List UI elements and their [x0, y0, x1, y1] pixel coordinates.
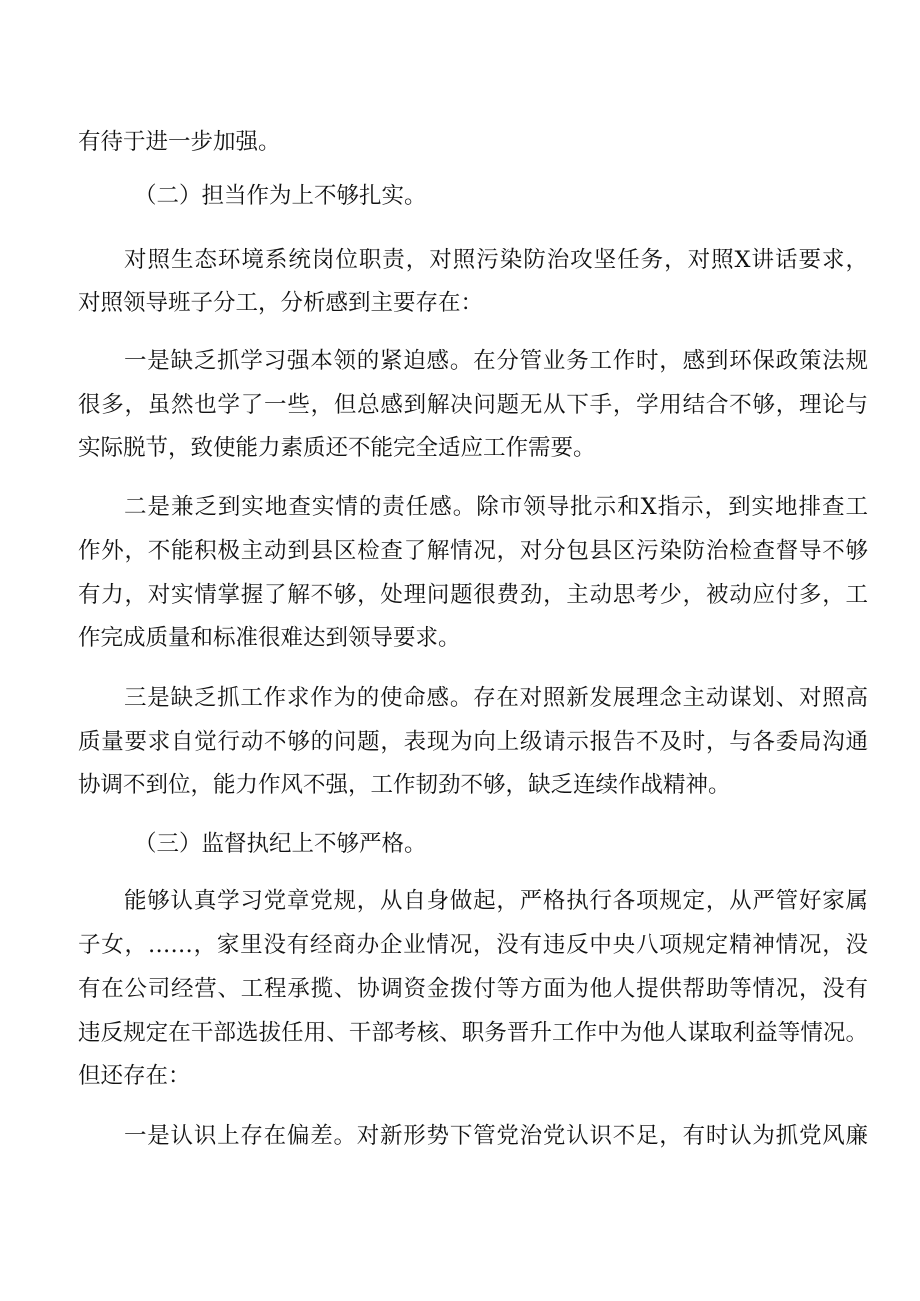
- text-line: 协调不到位，能力作风不强，工作韧劲不够，缺乏连续作战精神。: [78, 772, 731, 798]
- text-line: 但还存在：: [78, 1063, 191, 1089]
- text-line: 实际脱节，致使能力素质还不能完全适应工作需要。: [78, 435, 596, 461]
- text-line: 子女，……，家里没有经商办企业情况，没有违反中央八项规定精神情况，没: [78, 932, 868, 958]
- text-line: 能够认真学习党章党规，从自身做起，严格执行各项规定，从严管好家属: [124, 888, 868, 914]
- text-line: 二是兼乏到实地查实情的责任感。除市领导批示和X指示，到实地排查工: [124, 494, 868, 520]
- text-line: 三是缺乏抓工作求作为的使命感。存在对照新发展理念主动谋划、对照高: [124, 685, 868, 711]
- text-line: 很多，虽然也学了一些，但总感到解决问题无从下手，学用结合不够，理论与: [78, 392, 868, 418]
- text-line: 质量要求自觉行动不够的问题，表现为向上级请示报告不及时，与各委局沟通: [78, 729, 868, 755]
- text-line: 有在公司经营、工程承揽、协调资金拨付等方面为他人提供帮助等情况，没有: [78, 976, 868, 1002]
- text-line: 有待于进一步加强。: [78, 129, 281, 155]
- text-line: 一是缺乏抓学习强本领的紧迫感。在分管业务工作时，感到环保政策法规: [124, 348, 868, 374]
- text-line: 有力，对实情掌握了解不够，处理问题很费劲，主动思考少，被动应付多，工: [78, 582, 868, 608]
- text-line: 对照生态环境系统岗位职责，对照污染防治攻坚任务，对照X讲话要求，: [124, 247, 868, 273]
- section-heading-2: （二）担当作为上不够扎实。: [134, 183, 427, 209]
- text-line: 作外，不能积极主动到县区检查了解情况，对分包县区污染防治检查督导不够: [78, 538, 868, 564]
- text-line: 对照领导班子分工，分析感到主要存在：: [78, 290, 484, 316]
- text-line: 违反规定在干部选拔任用、干部考核、职务晋升工作中为他人谋取利益等情况。: [78, 1020, 868, 1046]
- text-line: 一是认识上存在偏差。对新形势下管党治党认识不足，有时认为抓党风廉: [124, 1123, 868, 1149]
- section-heading-3: （三）监督执纪上不够严格。: [134, 831, 427, 857]
- text-line: 作完成质量和标准很难达到领导要求。: [78, 625, 461, 651]
